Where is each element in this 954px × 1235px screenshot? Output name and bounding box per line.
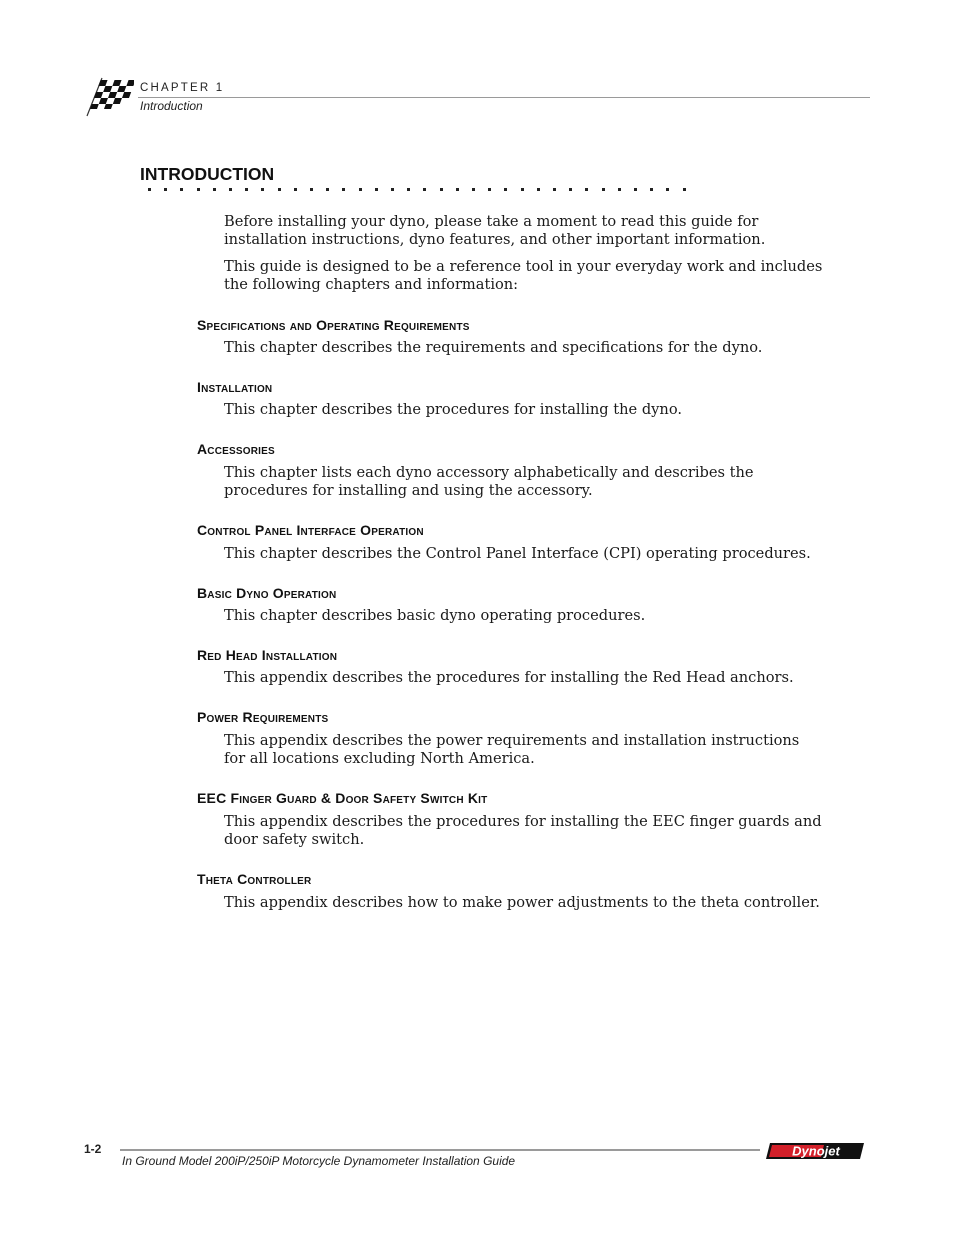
leader-dot — [504, 188, 507, 191]
leader-dot — [342, 188, 345, 191]
chapter-heading: Red Head Installation — [197, 647, 338, 663]
leader-dot — [456, 188, 459, 191]
leader-dot — [488, 188, 491, 191]
leader-dot — [310, 188, 313, 191]
leader-dot — [375, 188, 378, 191]
leader-dot — [553, 188, 556, 191]
chapter-description: This appendix describes the procedures for installing the EEC finger guards and door safety switch. — [224, 813, 822, 848]
leader-dot — [326, 188, 329, 191]
leader-dot — [423, 188, 426, 191]
chapter-heading: Specifications and Operating Requirements — [197, 317, 470, 333]
leader-dot — [521, 188, 524, 191]
leader-dot — [391, 188, 394, 191]
leader-dot — [618, 188, 621, 191]
document-title: In Ground Model 200iP/250iP Motorcycle Dynamometer Installation Guide — [122, 1154, 516, 1168]
chapter-heading: Control Panel Interface Operation — [197, 522, 424, 538]
leader-dot — [585, 188, 588, 191]
chapter-description: This chapter describes the requirements and specifications for the dyno. — [224, 339, 763, 356]
leader-dot — [213, 188, 216, 191]
chapter-subtitle: Introduction — [140, 99, 203, 113]
leader-dot — [245, 188, 248, 191]
chapter-description: This appendix describes the procedures for installing the Red Head anchors. — [224, 669, 794, 686]
leader-dot — [278, 188, 281, 191]
chapter-heading: Basic Dyno Operation — [197, 585, 337, 601]
footer-divider — [120, 1149, 760, 1151]
leader-dot — [229, 188, 232, 191]
chapter-description: This appendix describes how to make power adjustments to the theta controller. — [224, 894, 820, 911]
chapter-description: This chapter describes the procedures for installing the dyno. — [224, 401, 682, 418]
checkered-flag-icon — [84, 76, 134, 118]
chapter-label: CHAPTER 1 — [140, 82, 225, 94]
chapter-description: This appendix describes the power requirements and installation instructions for all locations excluding North America. — [224, 732, 800, 767]
chapter-heading: EEC Finger Guard & Door Safety Switch Kit — [197, 790, 488, 806]
leader-dot — [537, 188, 540, 191]
leader-dot — [164, 188, 167, 191]
leader-dot — [634, 188, 637, 191]
intro-paragraph: Before installing your dyno, please take a moment to read this guide for installation instructions, dyno features, and other important information. — [224, 213, 766, 248]
leader-dot — [148, 188, 151, 191]
chapter-heading: Accessories — [197, 441, 275, 457]
leader-dot — [666, 188, 669, 191]
leader-dot — [602, 188, 605, 191]
leader-dot — [569, 188, 572, 191]
intro-paragraph: This guide is designed to be a reference tool in your everyday work and includes the following chapters and information: — [224, 258, 823, 293]
chapter-heading: Installation — [197, 379, 273, 395]
leader-dot — [683, 188, 686, 191]
page-number: 1-2 — [84, 1142, 102, 1156]
chapter-description: This chapter describes the Control Panel Interface (CPI) operating procedures. — [224, 545, 811, 562]
chapter-heading: Power Requirements — [197, 709, 329, 725]
chapter-description: This chapter describes basic dyno operating procedures. — [224, 607, 646, 624]
leader-dot — [197, 188, 200, 191]
brand-logo-text: Dynojet — [792, 1143, 840, 1159]
leader-dot — [440, 188, 443, 191]
dynojet-logo — [764, 1141, 866, 1161]
leader-dot — [261, 188, 264, 191]
chapter-description: This chapter lists each dyno accessory alphabetically and describes the procedures for installing and using the accessory. — [224, 464, 754, 499]
leader-dot — [294, 188, 297, 191]
header-divider — [138, 97, 870, 98]
leader-dot — [650, 188, 653, 191]
leader-dot — [180, 188, 183, 191]
section-title: INTRODUCTION — [140, 164, 275, 184]
chapter-heading: Theta Controller — [197, 871, 312, 887]
leader-dot — [407, 188, 410, 191]
dotted-divider — [140, 183, 688, 193]
leader-dot — [359, 188, 362, 191]
leader-dot — [472, 188, 475, 191]
